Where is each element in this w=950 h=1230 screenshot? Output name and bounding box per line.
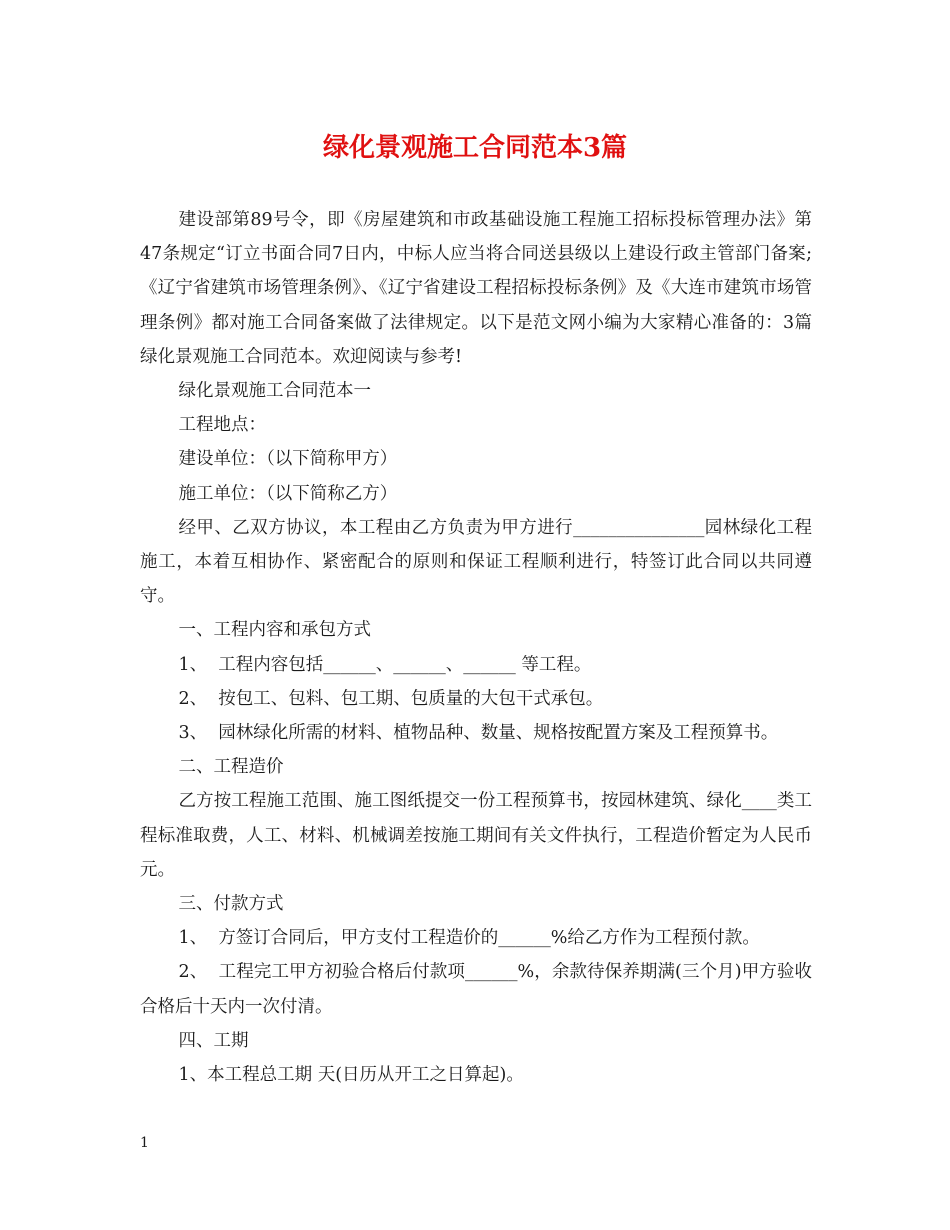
section-heading-cost: 二、工程造价 (178, 757, 284, 778)
paragraph-cost: 乙方按工程施工范围、施工图纸提交一份工程预算书，按园林建筑、绿化____类工程标准取费，人工、材料、机械调差按施工期间有关文件执行，工程造价暂定为人民币 元。 (140, 791, 818, 880)
document-body (140, 203, 818, 1092)
clause-payment-2: 2、 工程完工甲方初验合格后付款项______%，余款待保养期满(三个月)甲方验收合格后十天内一次付清。 (140, 962, 812, 1017)
section-heading-scope: 一、工程内容和承包方式 (178, 620, 371, 641)
clause-schedule-1: 1、本工程总工期 天(日历从开工之日算起)。 (178, 1065, 524, 1086)
paragraph-intro: 建设部第89号令，即《房屋建筑和市政基础设施工程施工招标投标管理办法》第47条规定“订立书面合同7日内，中标人应当将合同送县级以上建设行政主管部门备案;《辽宁省建筑市场管理条例》、《辽宁省建设工程招标投标条例》及《大连市建筑市场管理条例》都对施工合同备案做了法律规定。以下是范文网小编为大家精心准备的：3篇绿化景观施工合同范本。欢迎阅读与参考! (140, 210, 812, 367)
page-number: 1 (140, 1135, 149, 1151)
paragraph-contract-heading: 绿化景观施工合同范本一 (178, 381, 371, 402)
paragraph-agreement: 经甲、乙双方协议，本工程由乙方负责为甲方进行_______________园林绿化工程施工，本着互相协作、紧密配合的原则和保证工程顺利进行，特签订此合同以共同遵守。 (140, 517, 812, 607)
clause-scope-3: 3、 园林绿化所需的材料、植物品种、数量、规格按配置方案及工程预算书。 (178, 723, 779, 744)
section-heading-payment: 三、付款方式 (178, 894, 284, 915)
clause-payment-1: 1、 方签订合同后，甲方支付工程造价的______%给乙方作为工程预付款。 (178, 928, 760, 949)
document-title: 绿化景观施工合同范本3篇 (322, 133, 628, 163)
section-heading-schedule: 四、工期 (178, 1030, 249, 1051)
paragraph-party-a: 建设单位：（以下简称甲方） (178, 449, 398, 470)
paragraph-party-b: 施工单位：（以下简称乙方） (178, 483, 398, 504)
clause-scope-1: 1、 工程内容包括______、______、______ 等工程。 (178, 654, 592, 675)
clause-scope-2: 2、 按包工、包料、包工期、包质量的大包干式承包。 (178, 688, 604, 709)
paragraph-project-location: 工程地点： (178, 415, 266, 436)
